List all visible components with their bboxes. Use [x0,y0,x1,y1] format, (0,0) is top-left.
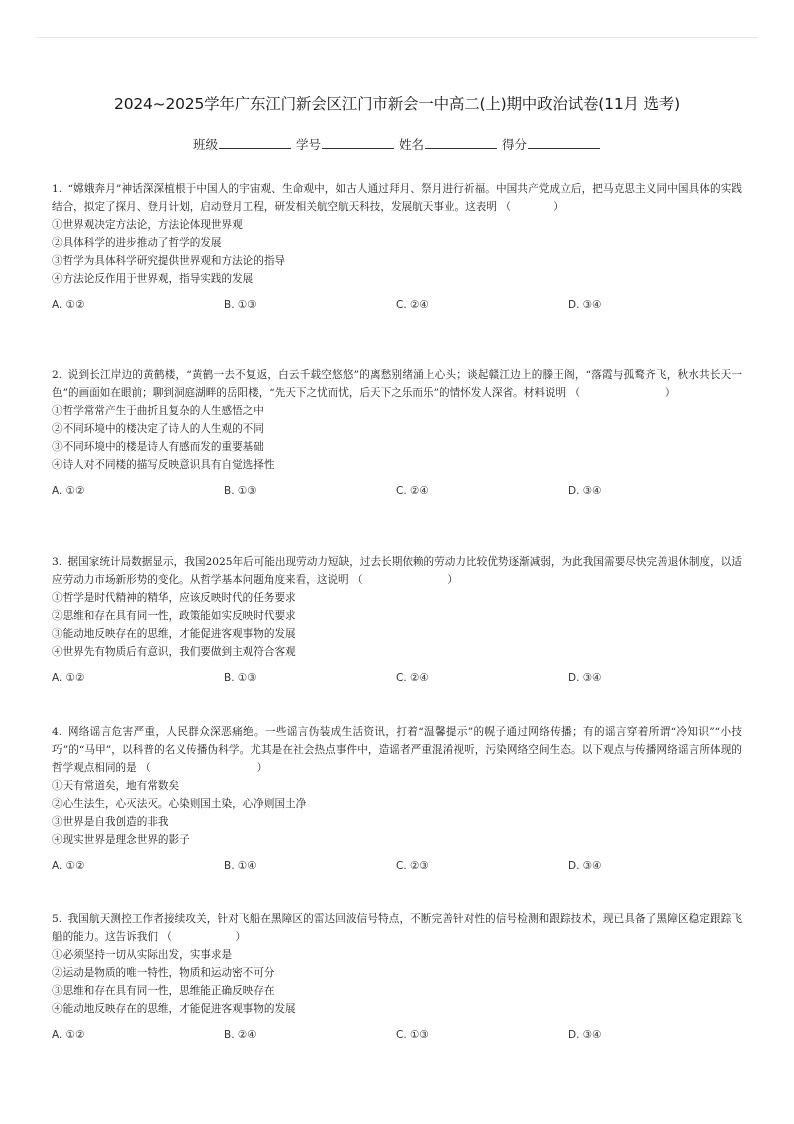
statement-1: ①世界观决定方法论，方法论体现世界观 [52,219,243,231]
header-divider [36,37,758,38]
student-id-blank [322,136,394,149]
statement-2: ②不同环境中的楼决定了诗人的人生观的不同 [52,423,264,435]
option-d: D. ③④ [568,672,602,684]
statement-3: ③世界是自我创造的非我 [52,816,169,828]
question-text: 网络谣言危害严重，人民群众深恶痛绝。一些谣言伪装成生活资讯，打着“温馨提示”的幌子通过网络传播；有的谣言穿着所谓“冷知识”“小技巧”的“马甲”，以科普的名义传播伪科学。尤其是在社会热点事件中，造谣者严重混淆视听，污染网络空间生态。以下观点与传播网络谣言所体现的哲学观点相同的是 [52,726,742,774]
question-stem [52,553,742,589]
statement-list [52,402,742,474]
answer-parentheses: （ ） [140,762,268,774]
question-number: 4. [52,726,63,738]
option-b: B. ①③ [224,485,257,497]
statement-list [52,589,742,661]
answer-options [52,296,742,314]
statement-list [52,216,742,288]
option-b: B. ①③ [224,299,257,311]
statement-1: ①必须坚持一切从实际出发，实事求是 [52,949,233,961]
statement-4: ④世界先有物质后有意识，我们要做到主观符合客观 [52,646,296,658]
question-stem [52,910,742,946]
option-d: D. ③④ [568,1029,602,1041]
option-b: B. ①④ [224,860,257,872]
option-c: C. ②④ [396,485,429,497]
statement-1: ①哲学常常产生于曲折且复杂的人生感悟之中 [52,405,264,417]
statement-2: ②思维和存在具有同一性，政策能如实反映时代要求 [52,610,296,622]
answer-parentheses: （ ） [161,931,247,943]
exam-title: 2024~2025学年广东江门新会区江门市新会一中高二(上)期中政治试卷(11月 选考) [114,95,680,113]
answer-options [52,857,742,875]
question-text: 据国家统计局数据显示，我国2025年后可能出现劳动力短缺，过去长期依赖的劳动力比较优势逐渐减弱，为此我国需要尽快完善退休制度，以适应劳动力市场新形势的变化。从哲学基本问题角度来看，这说明 [52,556,742,586]
score-label: 得分 [501,137,527,152]
option-c: C. ②④ [396,299,429,311]
option-b: B. ①③ [224,672,257,684]
statement-2: ②具体科学的进步推动了哲学的发展 [52,237,222,249]
answer-options [52,482,742,500]
question-text: 我国航天测控工作者接续攻关，针对飞船在黑障区的雷达回波信号特点，不断完善针对性的信号检测和跟踪技术，现已具备了黑障区稳定跟踪飞船的能力。这告诉我们 [52,913,742,943]
question-text: “嫦娥奔月”神话深深植根于中国人的宇宙观、生命观中，如古人通过拜月、祭月进行祈福。中国共产党成立后，把马克思主义同中国具体的实践结合，拟定了探月、登月计划，启动登月工程，研发相关航空航天科技，发展航天事业。这表明 [52,183,742,213]
question-number: 5. [52,913,63,925]
statement-1: ①天有常道矣，地有常数矣 [52,780,180,792]
option-c: C. ②④ [396,672,429,684]
answer-parentheses: （ ） [500,201,564,213]
statement-4: ④现实世界是理念世界的影子 [52,834,190,846]
question-stem [52,366,742,402]
statement-1: ①哲学是时代精神的精华，应该反映时代的任务要求 [52,592,296,604]
class-label: 班级 [192,137,218,152]
option-d: D. ③④ [568,860,602,872]
statement-4: ④方法论反作用于世界观，指导实践的发展 [52,273,254,285]
question-5 [52,910,742,1044]
option-a: A. ①② [52,485,85,497]
student-id-label: 学号 [295,137,321,152]
answer-parentheses: （ ） [352,574,458,586]
statement-4: ④能动地反映存在的思维，才能促进客观事物的发展 [52,1003,296,1015]
question-number: 1. [52,183,63,195]
statement-2: ②运动是物质的唯一特性，物质和运动密不可分 [52,967,275,979]
question-number: 2. [52,369,63,381]
option-d: D. ③④ [568,485,602,497]
question-text: 说到长江岸边的黄鹤楼，“黄鹤一去不复返，白云千载空悠悠”的离愁别绪涌上心头；谈起赣江边上的滕王阁，“落霞与孤鹜齐飞，秋水共长天一色”的画面如在眼前；聊到洞庭湖畔的岳阳楼，“先天下之忧而忧，后天下之乐而乐”的情怀发人深省。材料说明 [52,369,742,399]
student-info-line [0,135,794,153]
question-stem [52,723,742,777]
statement-list [52,777,742,849]
statement-3: ③能动地反映存在的思维，才能促进客观事物的发展 [52,628,296,640]
question-4 [52,723,742,875]
statement-3: ③思维和存在具有同一性，思维能正确反映存在 [52,985,275,997]
statement-3: ③不同环境中的楼是诗人有感而发的重要基础 [52,441,264,453]
answer-options [52,1026,742,1044]
name-blank [425,136,497,149]
question-number: 3. [52,556,63,568]
question-3 [52,553,742,687]
option-a: A. ①② [52,860,85,872]
statement-3: ③哲学为具体科学研究提供世界观和方法论的指导 [52,255,286,267]
option-a: A. ①② [52,672,85,684]
option-d: D. ③④ [568,299,602,311]
question-2 [52,366,742,500]
option-a: A. ①② [52,299,85,311]
answer-options [52,669,742,687]
option-b: B. ②④ [224,1029,257,1041]
option-c: C. ①③ [396,1029,429,1041]
name-label: 姓名 [398,137,424,152]
question-1 [52,180,742,314]
statement-list [52,946,742,1018]
question-stem [52,180,742,216]
score-blank [528,136,600,149]
answer-parentheses: （ ） [569,387,676,399]
option-a: A. ①② [52,1029,85,1041]
statement-2: ②心生法生，心灭法灭。心染则国土染，心净则国土净 [52,798,307,810]
class-blank [219,136,291,149]
statement-4: ④诗人对不同楼的描写反映意识具有自觉选择性 [52,459,275,471]
option-c: C. ②③ [396,860,429,872]
